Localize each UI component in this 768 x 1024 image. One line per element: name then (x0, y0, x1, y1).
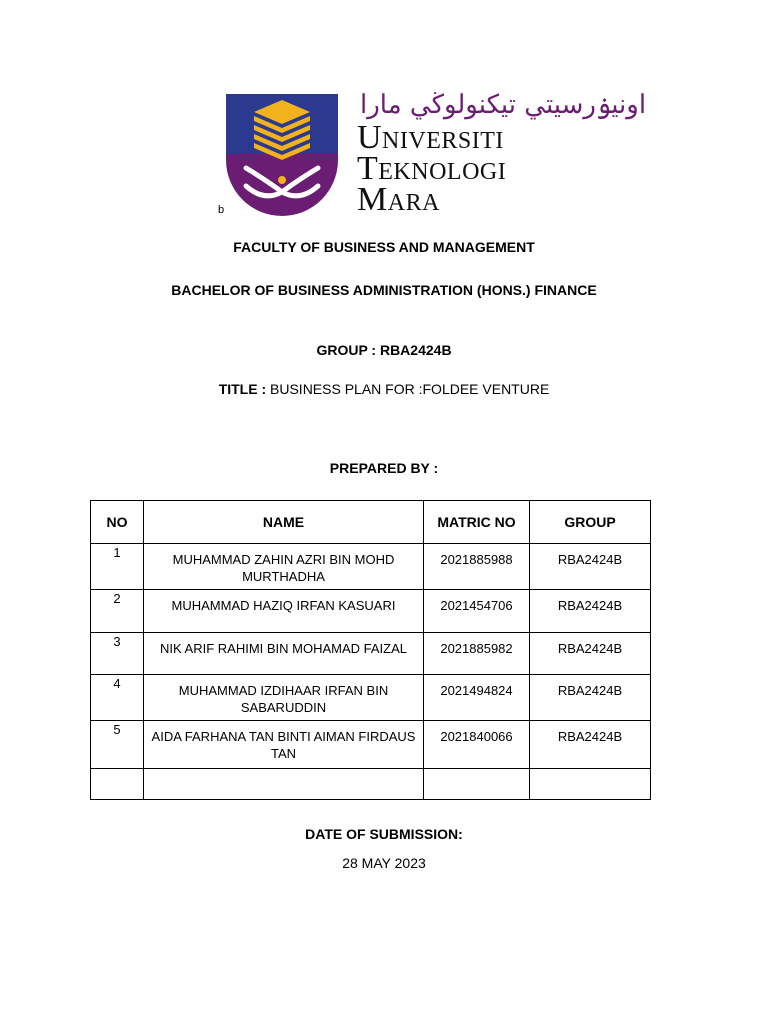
column-header-name: NAME (144, 501, 424, 544)
table-row-empty (91, 769, 651, 800)
university-name-line: Mara (357, 181, 440, 218)
university-name-line: Universiti (357, 119, 504, 156)
table-header-row (91, 501, 651, 544)
table-row (91, 675, 651, 721)
uitm-crest-icon (226, 94, 338, 216)
group-heading: GROUP : RBA2424B (316, 342, 452, 358)
cell-group: RBA2424B (530, 721, 651, 769)
cell-group (530, 769, 651, 800)
cell-no: 1 (91, 544, 144, 590)
submission-date: 28 MAY 2023 (342, 855, 426, 871)
title-label: TITLE : (218, 381, 267, 397)
title-value: BUSINESS PLAN FOR :FOLDEE VENTURE (266, 381, 550, 397)
cell-matric: 2021885988 (424, 544, 530, 590)
cell-group: RBA2424B (530, 590, 651, 633)
cell-name: MUHAMMAD ZAHIN AZRI BIN MOHD MURTHADHA (144, 544, 424, 590)
cell-matric: 2021840066 (424, 721, 530, 769)
cell-no: 5 (91, 721, 144, 769)
uitm-logo (226, 90, 647, 218)
column-header-no: NO (91, 501, 144, 544)
cell-no: 2 (91, 590, 144, 633)
cell-matric: 2021494824 (424, 675, 530, 721)
cell-matric (424, 769, 530, 800)
cell-no: 3 (91, 633, 144, 675)
cell-name: MUHAMMAD HAZIQ IRFAN KASUARI (144, 590, 424, 633)
cell-group: RBA2424B (530, 633, 651, 675)
cell-no: 4 (91, 675, 144, 721)
title-line (0, 381, 768, 397)
cell-name (144, 769, 424, 800)
submission-label: DATE OF SUBMISSION: (305, 826, 463, 842)
cell-name: MUHAMMAD IZDIHAAR IRFAN BIN SABARUDDIN (144, 675, 424, 721)
prepared-by-heading: PREPARED BY : (329, 460, 439, 476)
members-table (90, 500, 651, 800)
cell-no (91, 769, 144, 800)
logo-side-mark: b (218, 204, 225, 216)
cell-matric: 2021454706 (424, 590, 530, 633)
column-header-group: GROUP (530, 501, 651, 544)
cell-matric: 2021885982 (424, 633, 530, 675)
cell-group: RBA2424B (530, 675, 651, 721)
faculty-heading: FACULTY OF BUSINESS AND MANAGEMENT (233, 239, 535, 255)
table-row (91, 721, 651, 769)
cell-name: NIK ARIF RAHIMI BIN MOHAMAD FAIZAL (144, 633, 424, 675)
university-name-line: Teknologi (357, 150, 507, 187)
program-heading: BACHELOR OF BUSINESS ADMINISTRATION (HONS.) FINANCE (171, 282, 597, 298)
table-row (91, 633, 651, 675)
table-row (91, 544, 651, 590)
jawi-script-title: اونيۏرسيتي تيکنولوڬي مارا (360, 90, 647, 120)
column-header-matric: MATRIC NO (424, 501, 530, 544)
university-name (357, 119, 507, 218)
table-row (91, 590, 651, 633)
cell-group: RBA2424B (530, 544, 651, 590)
cell-name: AIDA FARHANA TAN BINTI AIMAN FIRDAUS TAN (144, 721, 424, 769)
